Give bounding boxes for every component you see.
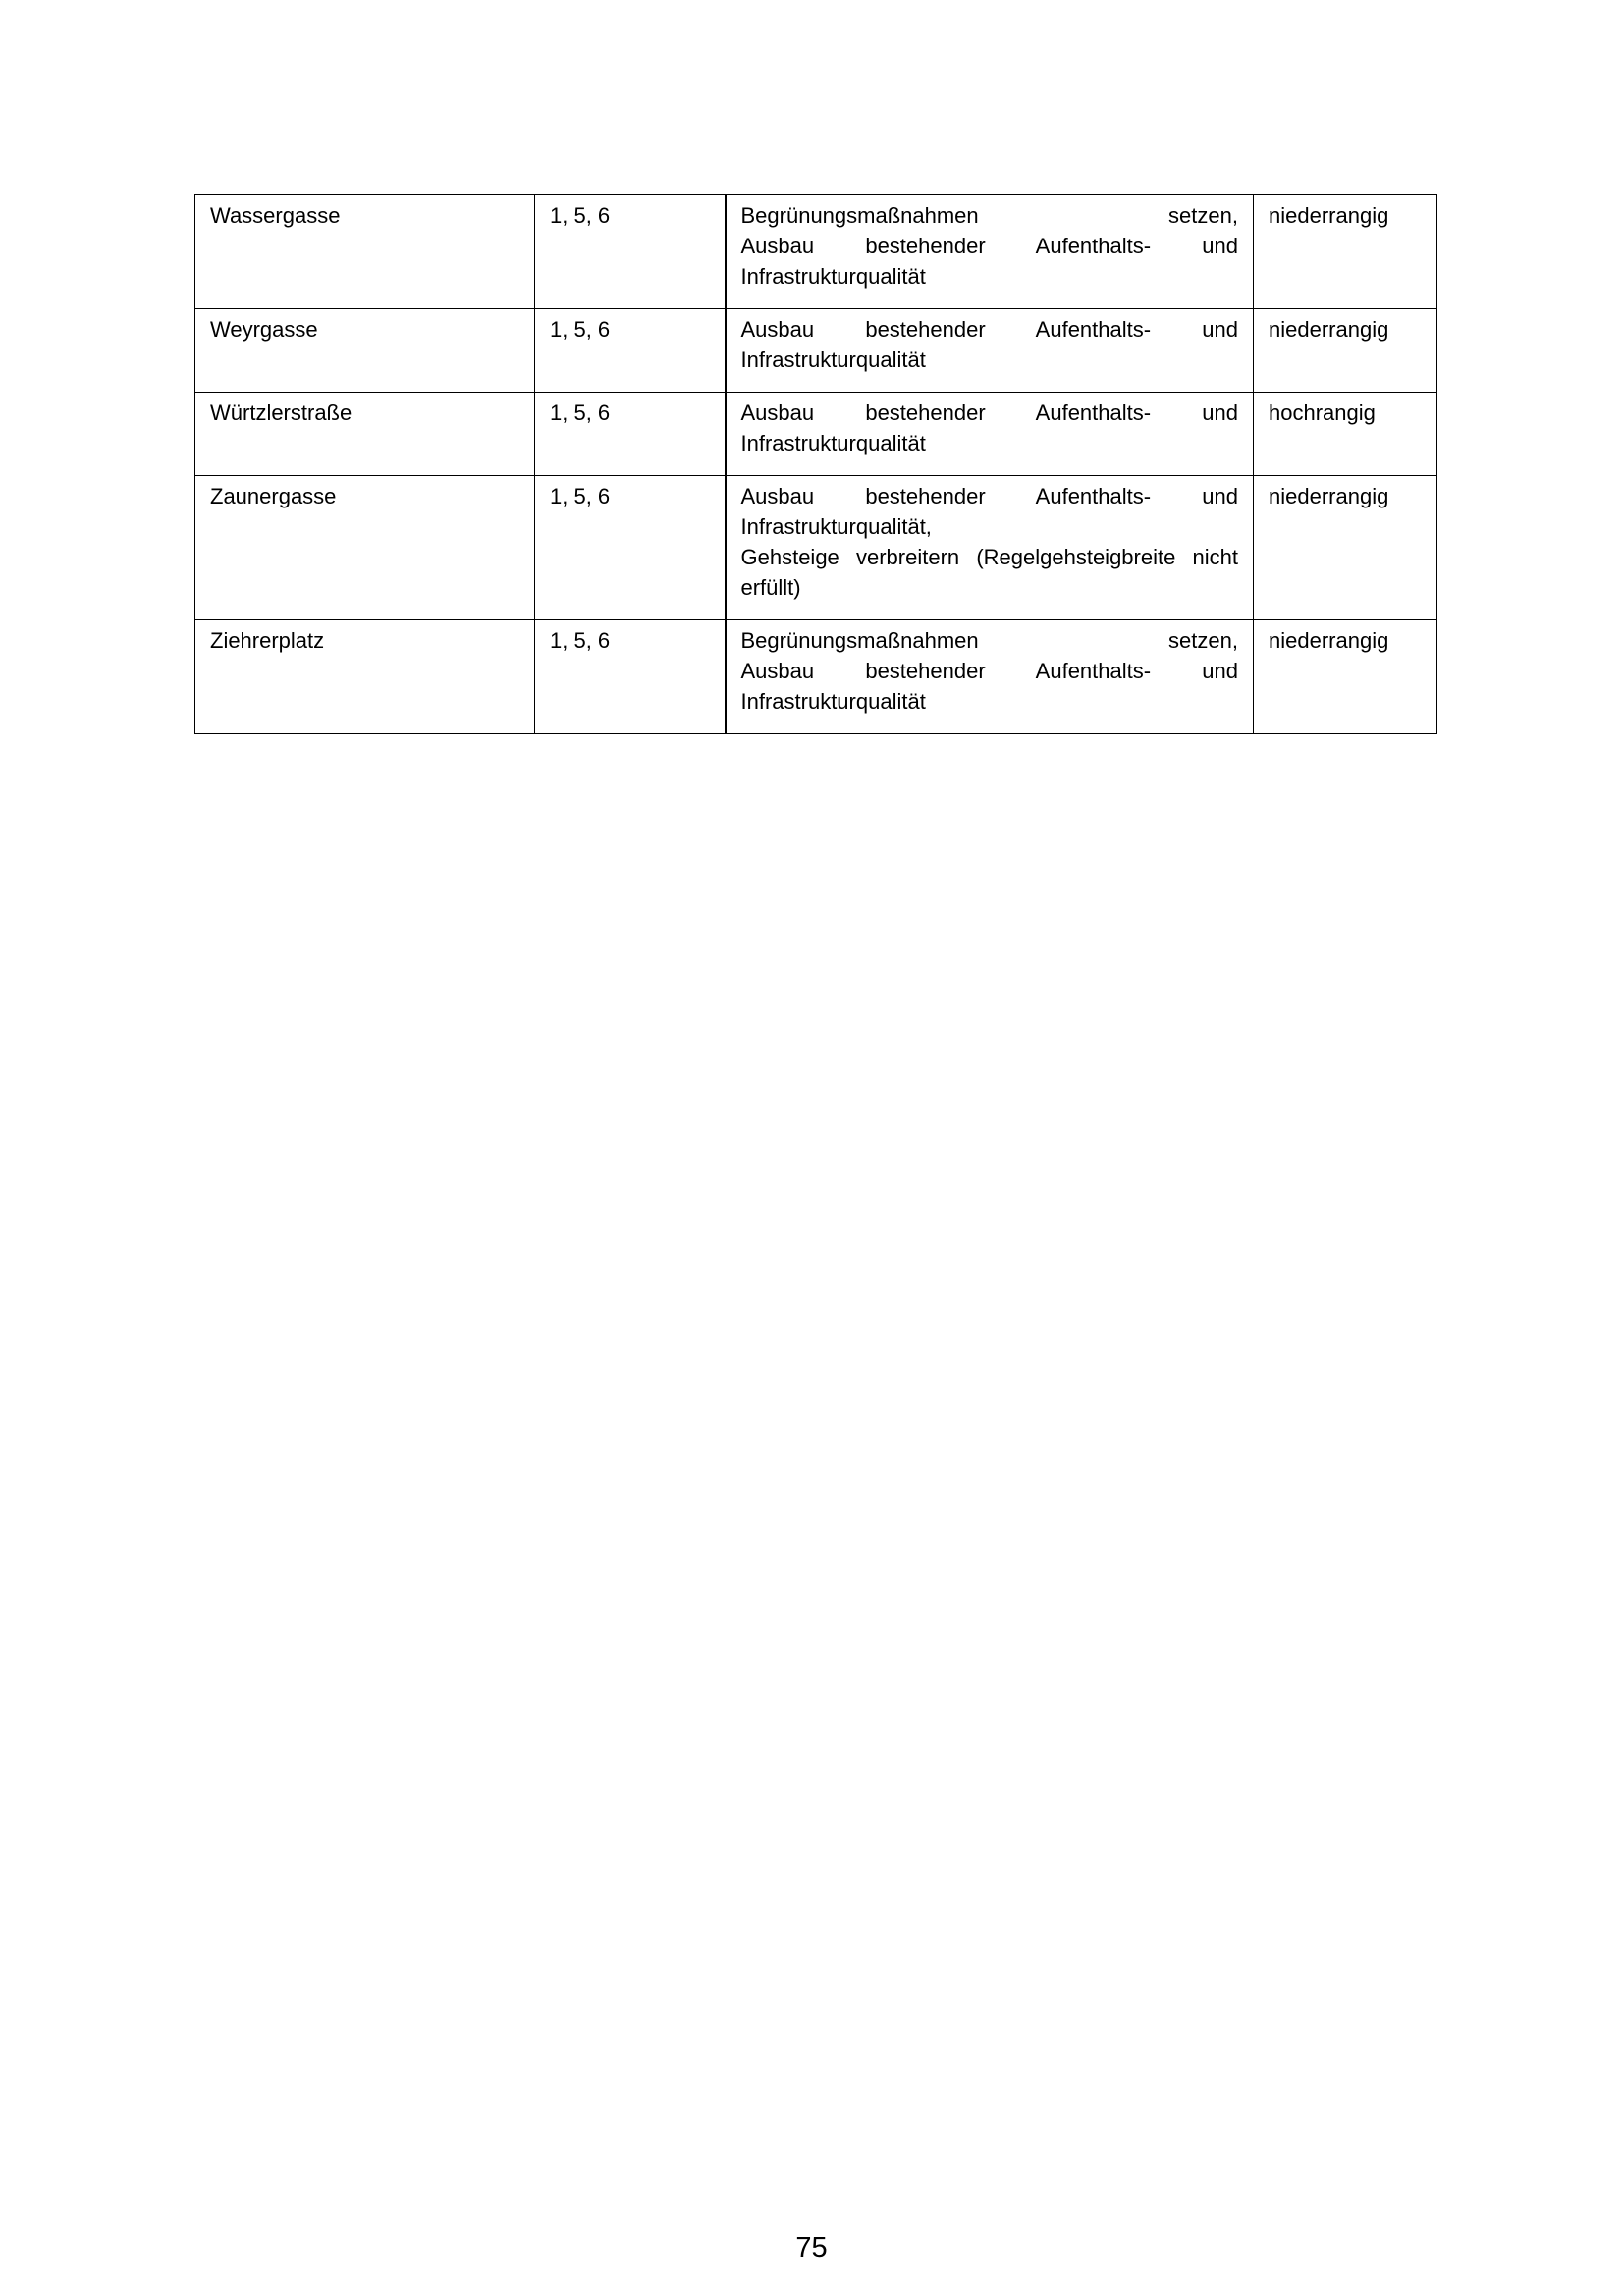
street-name-cell: Würtzlerstraße <box>195 393 535 476</box>
measure-line: Infrastrukturqualität <box>740 347 926 372</box>
rank-cell: niederrangig <box>1254 620 1437 734</box>
measures-cell <box>726 393 1254 476</box>
street-name-cell: Ziehrerplatz <box>195 620 535 734</box>
measures-cell <box>726 620 1254 734</box>
measure-line: Ausbau bestehender Aufenthalts- und <box>740 659 1238 683</box>
measure-line: Infrastrukturqualität, <box>740 514 932 539</box>
measure-line: Begrünungsmaßnahmen setzen, <box>740 203 1238 228</box>
rank-cell: niederrangig <box>1254 195 1437 309</box>
street-name-cell: Wassergasse <box>195 195 535 309</box>
measure-line: erfüllt) <box>740 575 801 600</box>
measures-cell <box>726 195 1254 309</box>
table-row <box>195 393 1437 476</box>
rank-cell: hochrangig <box>1254 393 1437 476</box>
codes-cell: 1, 5, 6 <box>535 195 726 309</box>
table-row <box>195 620 1437 734</box>
codes-cell: 1, 5, 6 <box>535 309 726 393</box>
table-row <box>195 476 1437 620</box>
rank-cell: niederrangig <box>1254 309 1437 393</box>
codes-cell: 1, 5, 6 <box>535 620 726 734</box>
street-measures-table <box>194 194 1437 734</box>
measure-line: Infrastrukturqualität <box>740 264 926 289</box>
measures-cell <box>726 309 1254 393</box>
measure-line: Gehsteige verbreitern (Regelgehsteigbreite nicht <box>740 545 1238 569</box>
measure-line: Begrünungsmaßnahmen setzen, <box>740 628 1238 653</box>
rank-cell: niederrangig <box>1254 476 1437 620</box>
table-row <box>195 195 1437 309</box>
measure-line: Ausbau bestehender Aufenthalts- und <box>740 400 1238 425</box>
table-row <box>195 309 1437 393</box>
measure-line: Infrastrukturqualität <box>740 431 926 455</box>
street-name-cell: Zaunergasse <box>195 476 535 620</box>
measure-line: Infrastrukturqualität <box>740 689 926 714</box>
measure-line: Ausbau bestehender Aufenthalts- und <box>740 234 1238 258</box>
measure-line: Ausbau bestehender Aufenthalts- und <box>740 317 1238 342</box>
codes-cell: 1, 5, 6 <box>535 393 726 476</box>
measure-line: Ausbau bestehender Aufenthalts- und <box>740 484 1238 508</box>
codes-cell: 1, 5, 6 <box>535 476 726 620</box>
street-name-cell: Weyrgasse <box>195 309 535 393</box>
measures-cell <box>726 476 1254 620</box>
page-number: 75 <box>795 2232 828 2264</box>
